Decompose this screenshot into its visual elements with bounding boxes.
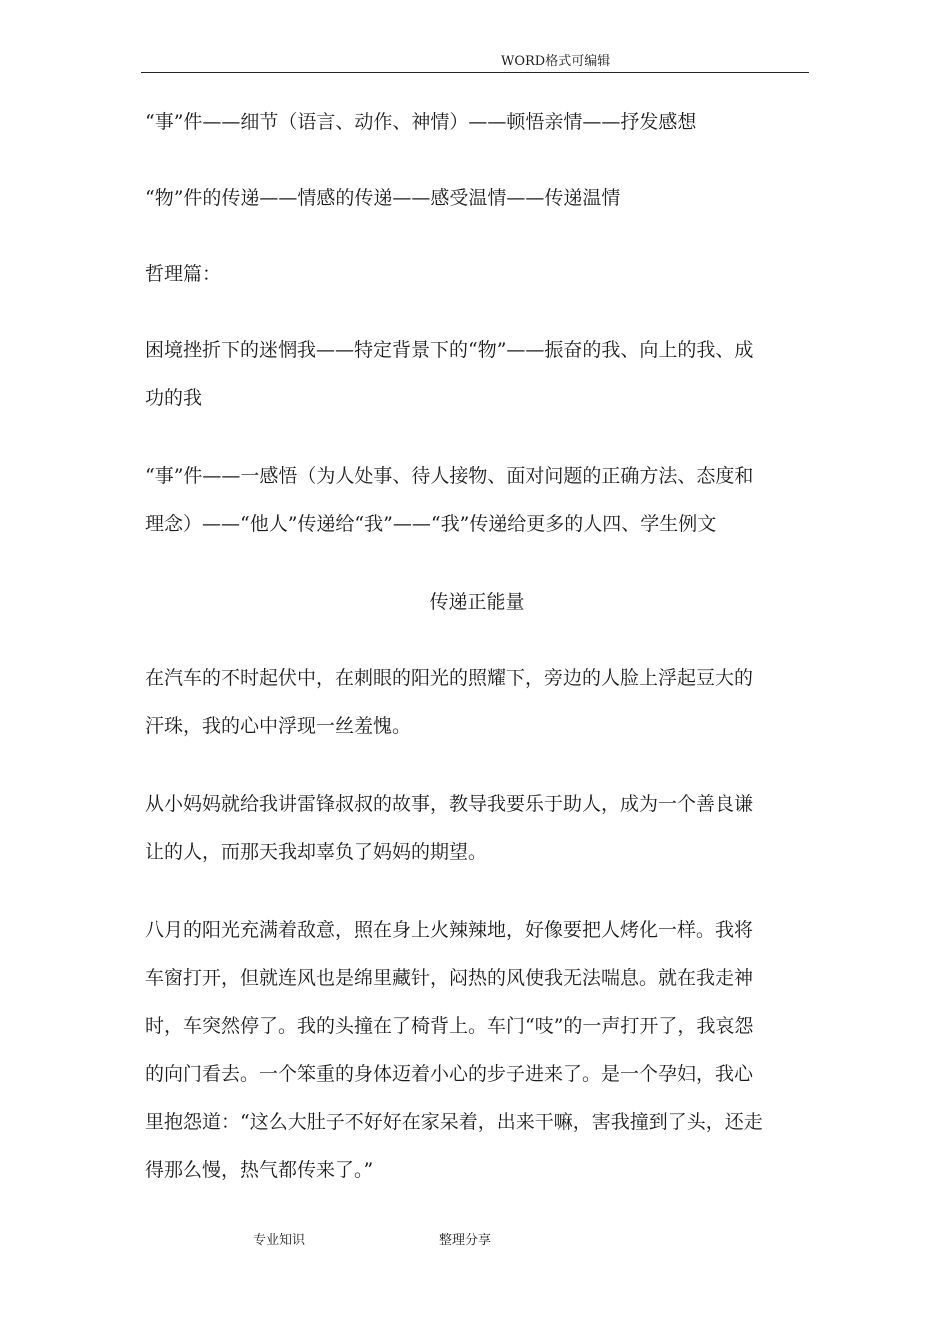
outline-paragraph-2 <box>145 174 809 222</box>
footer-left: 专业知识 <box>253 1233 306 1248</box>
page-header <box>141 52 809 73</box>
text-line: “事”件——一感悟（为人处事、待人接物、面对问题的正确方法、态度和 <box>145 465 754 487</box>
text-line: 从小妈妈就给我讲雷锋叔叔的故事，教导我要乐于助人，成为一个善良谦 <box>145 793 754 815</box>
essay-title: 传递正能量 <box>429 591 525 613</box>
text-line: 困境挫折下的迷惘我——特定背景下的“物”——振奋的我、向上的我、成 <box>145 339 754 361</box>
essay-paragraph-2 <box>145 780 809 876</box>
outline-paragraph-1 <box>145 98 809 146</box>
text-line: 的向门看去。一个笨重的身体迈着小心的步子进来了。是一个孕妇，我心 <box>145 1063 754 1085</box>
essay-paragraph-1 <box>145 654 809 750</box>
footer-right: 整理分享 <box>439 1233 492 1248</box>
outline-paragraph-3 <box>145 326 809 422</box>
text-line: 在汽车的不时起伏中，在刺眼的阳光的照耀下，旁边的人脸上浮起豆大的 <box>145 667 754 689</box>
text-line: 哲理篇： <box>145 263 222 285</box>
header-text: WORD格式可编辑 <box>501 54 611 69</box>
essay-paragraph-3 <box>145 906 809 1194</box>
text-line: 让的人，而那天我却辜负了妈妈的期望。 <box>145 841 488 863</box>
text-line: 车窗打开，但就连风也是绵里藏针，闷热的风使我无法喘息。就在我走神 <box>145 967 754 989</box>
outline-paragraph-4 <box>145 452 809 548</box>
text-line: “物”件的传递——情感的传递——感受温情——传递温情 <box>145 187 621 209</box>
text-line: 功的我 <box>145 387 203 409</box>
text-line: 里抱怨道：“这么大肚子不好好在家呆着，出来干嘛，害我撞到了头，还走 <box>145 1111 763 1133</box>
text-line: “事”件——细节（语言、动作、神情）——顿悟亲情——抒发感想 <box>145 111 697 133</box>
text-line: 理念）——“他人”传递给“我”——“我”传递给更多的人四、学生例文 <box>145 513 717 535</box>
section-heading-philosophy <box>145 250 809 298</box>
text-line: 时，车突然停了。我的头撞在了椅背上。车门“吱”的一声打开了，我哀怨 <box>145 1015 754 1037</box>
text-line: 得那么慢，热气都传来了。” <box>145 1159 374 1181</box>
text-line: 八月的阳光充满着敌意，照在身上火辣辣地，好像要把人烤化一样。我将 <box>145 919 754 941</box>
text-line: 汗珠，我的心中浮现一丝羞愧。 <box>145 715 412 737</box>
